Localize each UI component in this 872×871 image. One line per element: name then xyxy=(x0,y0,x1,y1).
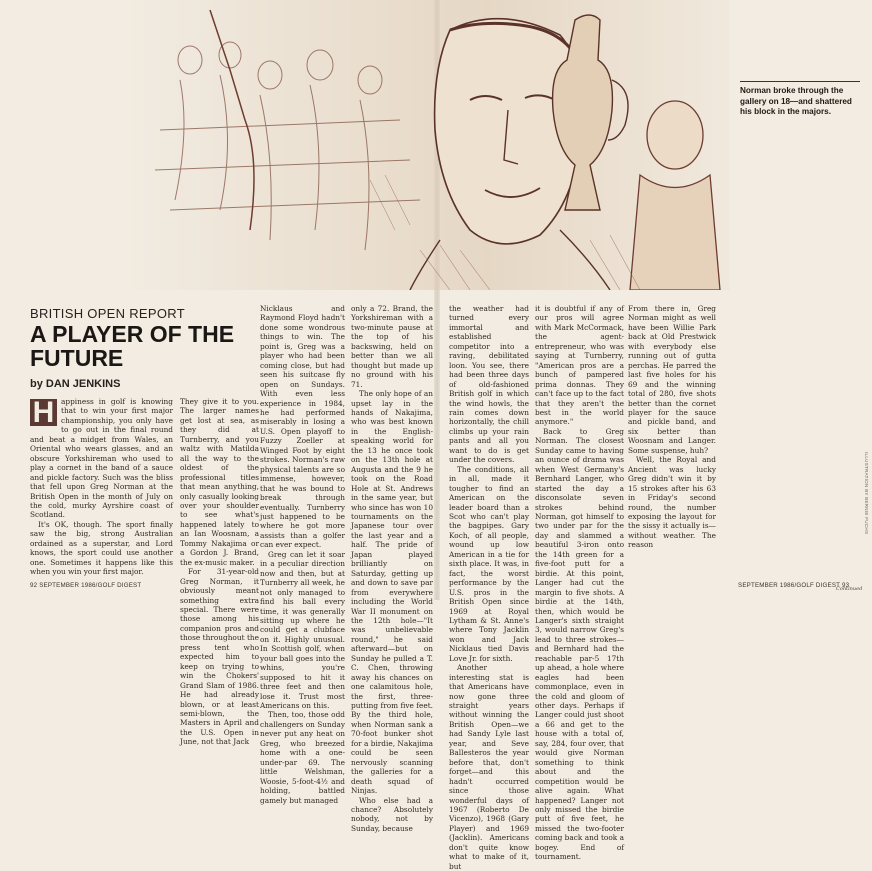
photo-caption: Norman broke through the gallery on 18—and shattered his block in the majors. xyxy=(740,81,860,118)
article-column-2 xyxy=(180,397,259,747)
paragraph: only a 72. Brand, the Yorkshireman with a two-minute pause at the top of his backswing, held on better than we all thought but made up no ground with his 71. xyxy=(351,304,433,389)
paragraph: It's OK, though. The sport finally saw the big, strong Australian ordained as a superstar, and Lord knows, the sport could use another one. Sometimes it happens like this when you win your first major. xyxy=(30,519,173,577)
illustration-credit: ILLUSTRATION BY BERNIE FUCHS xyxy=(864,452,869,535)
golfer-illustration xyxy=(120,0,730,290)
article-column-5 xyxy=(449,304,529,871)
paragraph: Who else had a chance? Absolutely nobody, not by Sunday, because xyxy=(351,795,433,833)
paragraph-text: appiness in golf is knowing that to win your first major championship, you only have to go out in the final round and beat a midget from Wales, an Oriental who wears glasses, and an obscure Yorkshireman who used to play a cornet in the band of a sauce and pickle factory. Such was the bliss that fell upon Greg Norman at the British Open in the month of July on the cold, murky Ayrshire coast of Scotland. xyxy=(30,397,173,520)
folio-right: SEPTEMBER 1986/GOLF DIGEST 93 xyxy=(738,582,850,589)
drop-cap: H xyxy=(30,399,57,426)
paragraph: They give it to you. The larger names get lost at sea, as they did at Turnberry, and you waltz with Matilda all the way to the oldest of the professional titles that mean anything, only casually looking over your shoulder to see what's happened lately to an Ian Woosnam, a Tommy Nakajima or a Gordon J. Brand, the ex-music maker. xyxy=(180,397,259,567)
paragraph: For 31-year-old Greg Norman, it obviously meant something extra special. There were those among his companion pros and those throughout the press tent who expected him to keep on trying to win the Chokers' Grand Slam of 1986. He had already blown, or at least semi-blown, the Masters in April and the U.S. Open in June, not that Jack xyxy=(180,567,259,747)
paragraph: it is doubtful if any of our pros will agree with Mark McCormack, the agent-entrepreneur, who was saying at Turnberry, "American pros are a bunch of pampered prima donnas. They can't face up to the fact that they aren't the best in the world anymore." xyxy=(535,304,624,427)
folio-left: 92 SEPTEMBER 1986/GOLF DIGEST xyxy=(30,582,142,589)
paragraph xyxy=(30,397,173,520)
article-column-3 xyxy=(260,304,345,805)
paragraph: From there in, Greg Norman might as well have been Willie Park back at Old Prestwick with everybody else running out of gutta perchas. He parred the last five holes for his 69 and the winning total of 280, five shots better than the cornet player for the sauce and pickle band, and six better than Woosnam and Langer. Some suspense, huh? xyxy=(628,304,716,455)
paragraph: Back to Greg Norman. The closest Sunday came to having an ounce of drama was when West Germany's Bernhard Langer, who started the day a disconsolate seven strokes behind Norman, got himself to two under par for the day and slammed a beautiful 3-iron onto the 14th green for a five-foot putt for a birdie. At this point, Langer had cut the margin to five shots. A birdie at the 14th, then, which would be Langer's sixth straight 3, would narrow Greg's lead to three strokes—and Bernhard had the reachable par-5 17th up ahead, a hole where eagles had been commonplace, even in the cold and gloom of other days. Perhaps if Langer could just shoot a 66 and get to the house with a total of, say, 284, four over, that would give Norman something to think about and the competition would be alive again. What happened? Langer not only missed the birdie putt of five feet, he missed the two-footer coming back and took a bogey. End of tournament. xyxy=(535,426,624,862)
paragraph: The conditions, all in all, made it tougher to find an American on the leader board than a Scot who can't play the bagpipes. Gary Koch, of all people, wound up low American in a tie for sixth place. It was, in fact, the worst performance by the U.S. pros in the British Open since 1969 at Royal Lytham & St. Anne's where Tony Jacklin won and Jack Nicklaus tied Davis Love Jr. for sixth. xyxy=(449,464,529,663)
paragraph: Well, the Royal and Ancient was lucky Greg didn't win it by 15 strokes after his 63 in Friday's second round, the number exposing the layout for the sissy it actually is—without weather. The reason xyxy=(628,455,716,550)
article-kicker: BRITISH OPEN REPORT xyxy=(30,306,185,321)
article-byline: by DAN JENKINS xyxy=(30,378,121,390)
paragraph: Then, too, those odd challengers on Sunday never put any heat on Greg, who breezed home with a one-under-par 69. The little Welshman, Woosie, 5-foot-4½ and holding, battled gamely but managed xyxy=(260,710,345,805)
article-column-1 xyxy=(30,397,173,577)
paragraph: the weather had turned every immortal and established competitor into a raving, debilitated loon. You see, there had been three days of old-fashioned British golf in which the wind howls, the rain comes down horizontally, the chill climbs up your rain pants and all you want to do is get under the covers. xyxy=(449,304,529,465)
paragraph: The only hope of an upset lay in the hands of Nakajima, who was best known in the English-speaking world for the 13 he once took on the 13th hole at Augusta and the 9 he took on the Road Hole at St. Andrews in the same year, but who since has won 10 tournaments on the Japanese tour over the last year and a half. The pride of Japan played brilliantly on Saturday, getting up and down to save par from everywhere including the World War II monument on the 12th hole—"It was unbelievable round," he said afterward—but on Sunday he pulled a T. C. Chen, throwing away his chances on one calamitous hole, the first, three-putting from five feet. By the third hole, when Norman sank a 70-foot bunker shot for a birdie, Nakajima could be seen nervously scanning the galleries for a death squad of Ninjas. xyxy=(351,389,433,796)
article-headline: A PLAYER OF THE FUTURE xyxy=(30,321,235,371)
paragraph: Greg can let it soar in a peculiar direction now and then, but at Turnberry all week, he not only managed to find his ball every time, it was generally sitting up where he could get a clubface on it. Highly unusual. In Scottish golf, when your ball goes into the whins, you're supposed to hit it three feet and then lose it. Trust most Americans on this. xyxy=(260,549,346,711)
article-column-7 xyxy=(628,304,716,550)
article-column-6 xyxy=(535,304,624,862)
article-column-4 xyxy=(351,304,433,833)
paragraph: Another interesting stat is that Americans have now gone three straight years without winning the British Open—we had Sandy Lyle last year, and Seve Ballesteros the year before that, don't forget—and this hadn't occurred since those wonderful days of 1967 (Roberto De Vicenzo), 1968 (Gary Player) and 1969 (Jacklin). Americans don't quite know what to make of it, but xyxy=(449,663,529,871)
paragraph: Nicklaus and Raymond Floyd hadn't done some wondrous things to win. The point is, Greg was a player who had been coming close, but had seen his suitcase fly open on Sundays. With even less experience in 1984, he had performed miserably in losing a U.S. Open playoff to Fuzzy Zoeller at Winged Foot by eight strokes. Norman's raw physical talents are so immense, however, that he was bound to break through eventually. Turnberry just happened to be where he got more assists than a golfer can ever expect. xyxy=(260,304,345,550)
continued-marker: Continued xyxy=(836,586,863,592)
